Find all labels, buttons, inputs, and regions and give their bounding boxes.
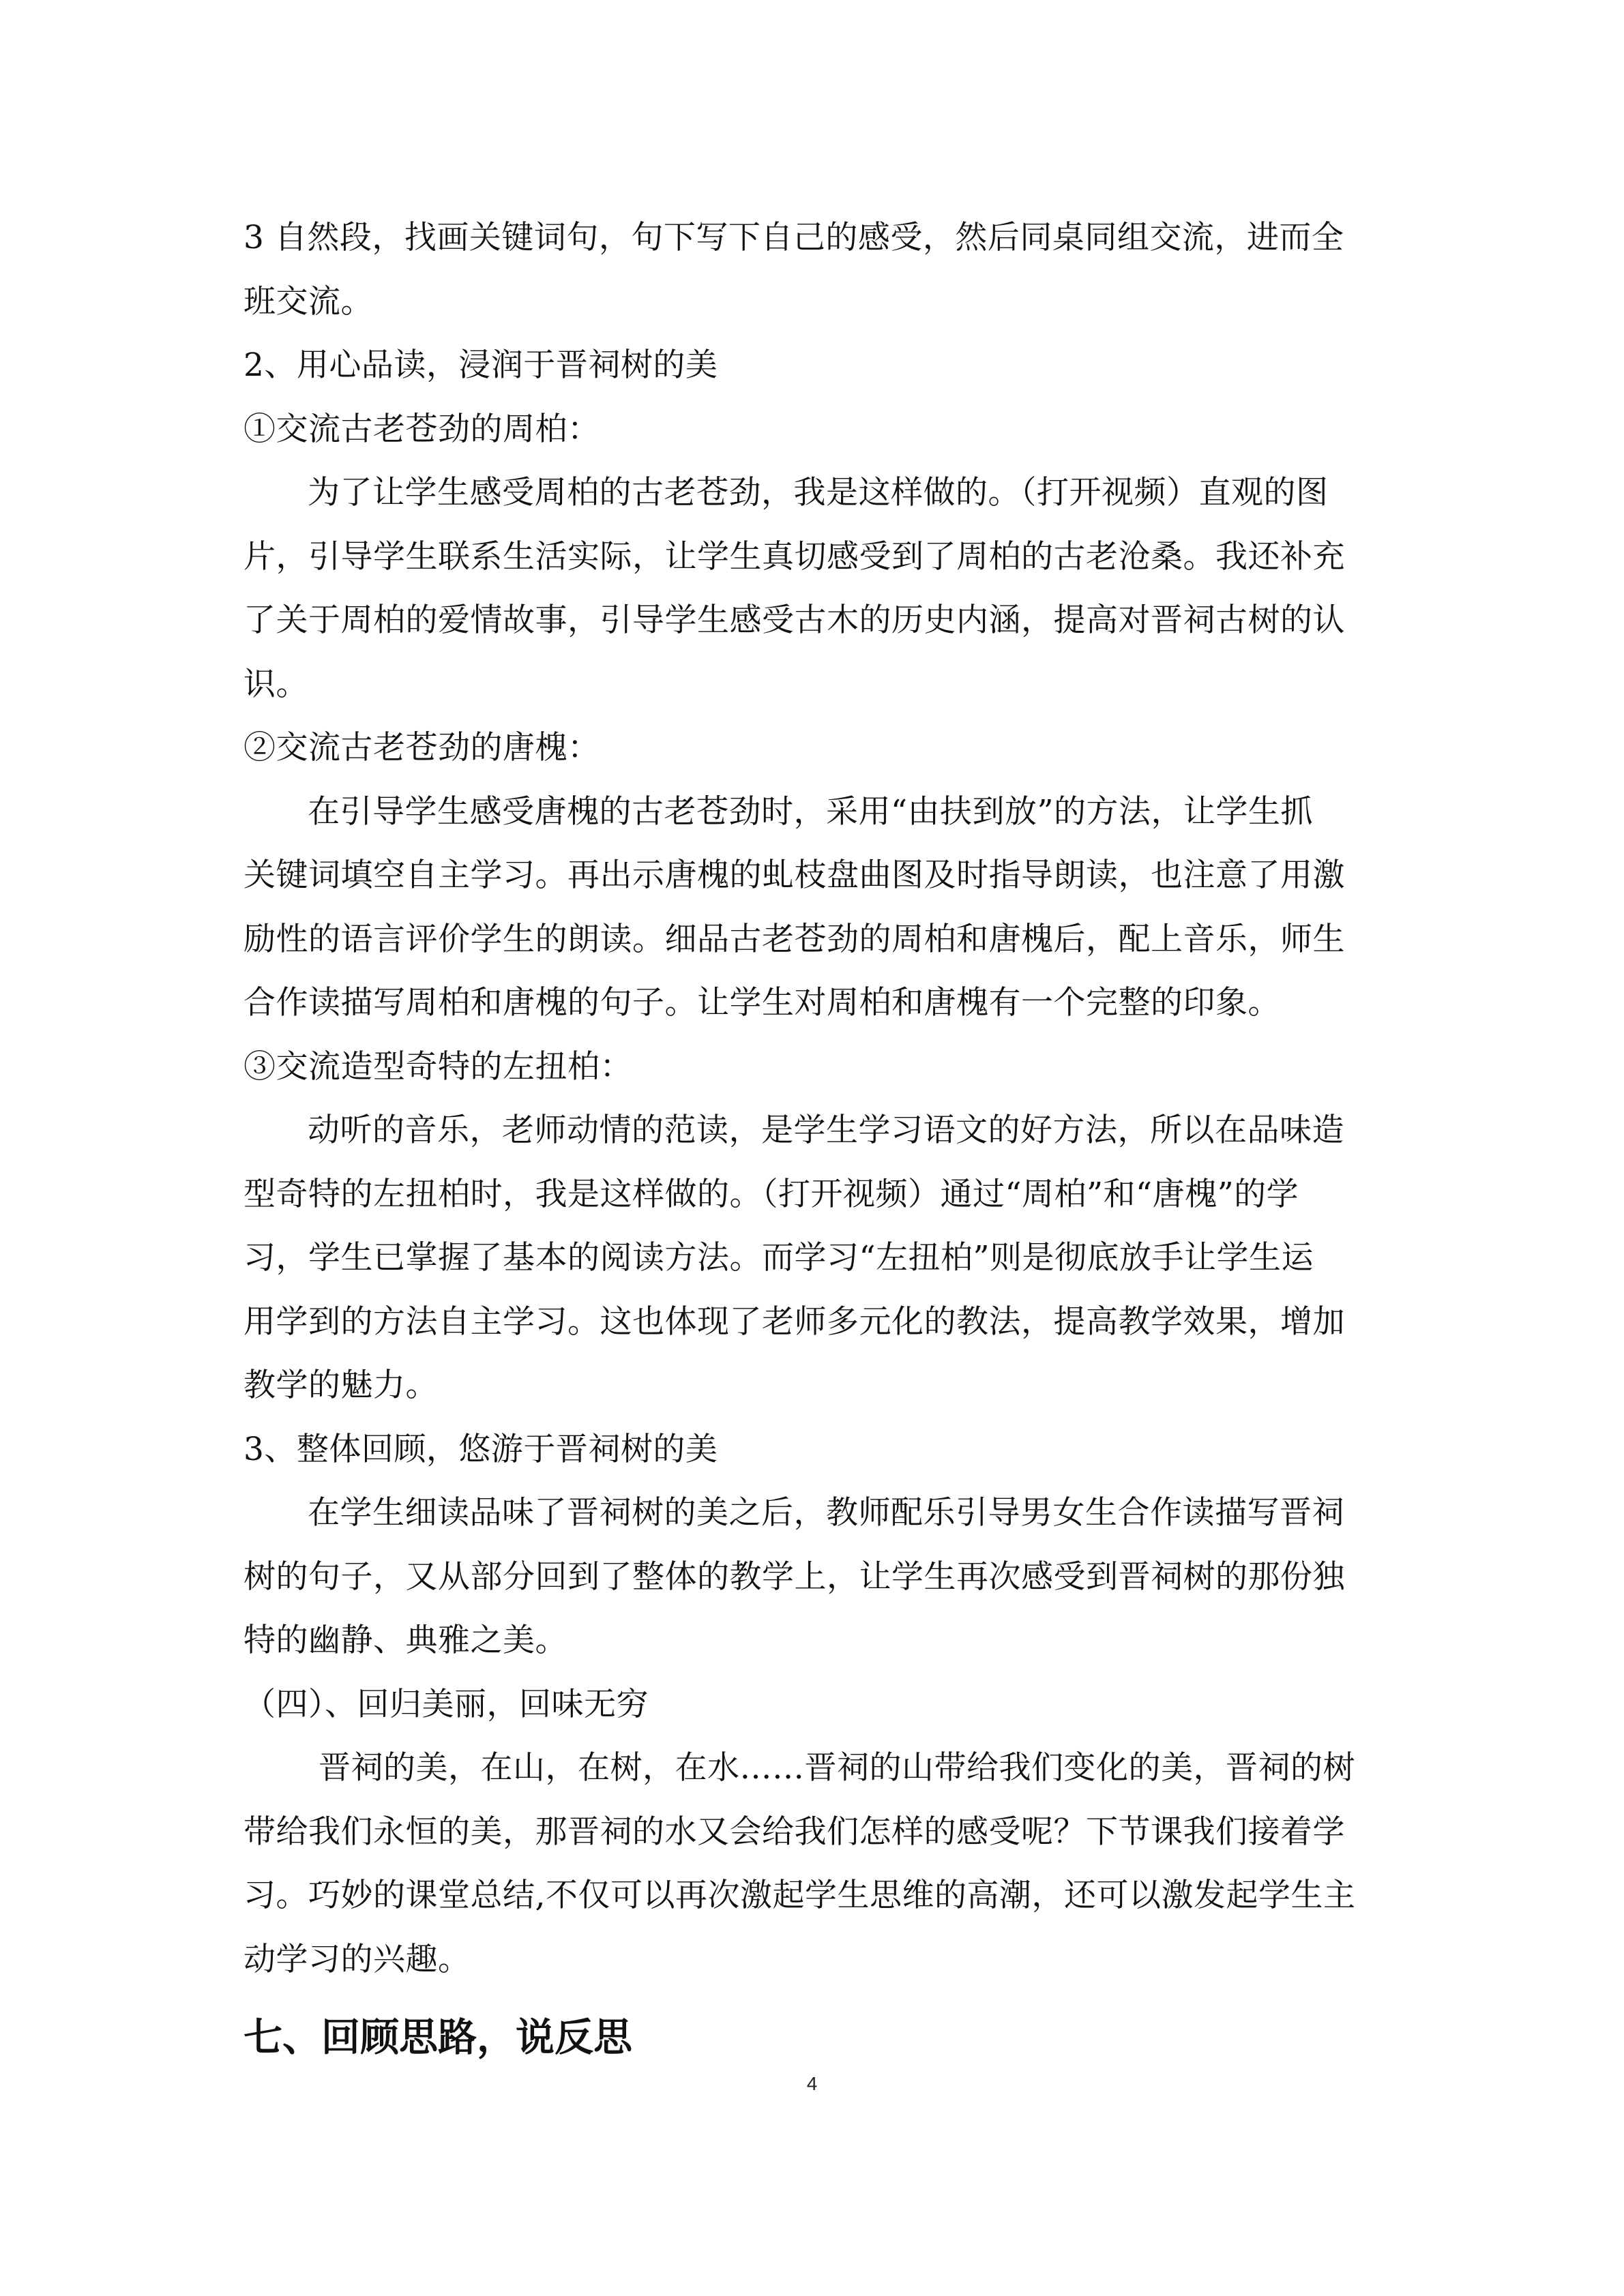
paragraph-line: 识。 (243, 665, 308, 703)
paragraph-line: 晋祠的美，在山，在树，在水……晋祠的山带给我们变化的美，晋祠的树 (319, 1749, 1355, 1787)
list-item-heading: ③交流造型奇特的左扭柏： (243, 1047, 632, 1086)
paragraph-line: 动听的音乐，老师动情的范读，是学生学习语文的好方法，所以在品味造 (308, 1112, 1344, 1149)
paragraph-line: 特的幽静、典雅之美。 (243, 1622, 567, 1659)
document-body (243, 206, 1396, 2078)
paragraph-line: 在学生细读品味了晋祠树的美之后，教师配乐引导男女生合作读描写晋祠 (308, 1494, 1344, 1532)
paragraph-line: 用学到的方法自主学习。这也体现了老师多元化的教法，提高教学效果，增加 (243, 1302, 1345, 1341)
section-subheading: 3、整体回顾，悠游于晋祠树的美 (243, 1430, 718, 1468)
paragraph-line: 了关于周柏的爱情故事，引导学生感受古木的历史内涵，提高对晋祠古树的认 (243, 601, 1345, 639)
paragraph-line: 习，学生已掌握了基本的阅读方法。而学习“左扭柏”则是彻底放手让学生运 (243, 1239, 1314, 1277)
paragraph-line: 励性的语言评价学生的朗读。细品古老苍劲的周柏和唐槐后，配上音乐，师生 (243, 920, 1345, 958)
paragraph-line: 在引导学生感受唐槐的古老苍劲时，采用“由扶到放”的方法，让学生抓 (308, 792, 1314, 831)
paragraph-line: 3 自然段，找画关键词句，句下写下自己的感受，然后同桌同组交流，进而全 (243, 219, 1344, 256)
paragraph-line: 班交流。 (243, 282, 373, 320)
page-number: 4 (806, 2073, 818, 2094)
paragraph-line: 型奇特的左扭柏时，我是这样做的。（打开视频）通过“周柏”和“唐槐”的学 (243, 1175, 1299, 1213)
paragraph-line: 动学习的兴趣。 (243, 1940, 471, 1978)
list-item-heading: ②交流古老苍劲的唐槐： (243, 729, 600, 766)
paragraph-line: 片，引导学生联系生活实际，让学生真切感受到了周柏的古老沧桑。我还补充 (243, 537, 1345, 576)
paragraph-line: 教学的魅力。 (243, 1367, 438, 1404)
paragraph-line: 树的句子，又从部分回到了整体的教学上，让学生再次感受到晋祠树的那份独 (243, 1557, 1345, 1596)
paragraph-line: 为了让学生感受周柏的古老苍劲，我是这样做的。（打开视频）直观的图 (308, 474, 1329, 511)
paragraph-line: 带给我们永恒的美，那晋祠的水又会给我们怎样的感受呢？下节课我们接着学 (243, 1813, 1345, 1851)
paragraph-line: 合作读描写周柏和唐槐的句子。让学生对周柏和唐槐有一个完整的印象。 (243, 984, 1280, 1022)
paragraph-line: 习。巧妙的课堂总结,不仅可以再次激起学生思维的高潮，还可以激发起学生主 (243, 1877, 1356, 1914)
list-item-heading: ①交流古老苍劲的周柏： (243, 410, 600, 448)
paragraph-line: 关键词填空自主学习。再出示唐槐的虬枝盘曲图及时指导朗读，也注意了用激 (243, 856, 1345, 894)
section-heading: 七、回顾思路，说反思 (243, 2015, 632, 2060)
section-subheading: （四）、回归美丽，回味无穷 (243, 1685, 649, 1723)
section-subheading: 2、用心品读，浸润于晋祠树的美 (243, 346, 718, 384)
